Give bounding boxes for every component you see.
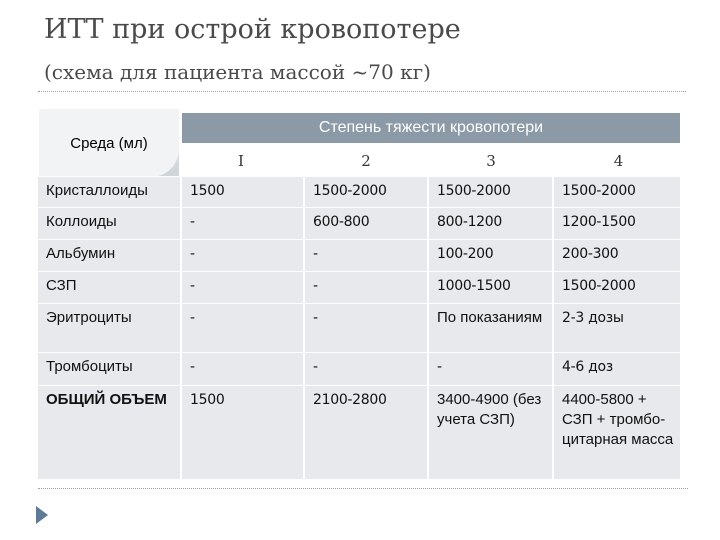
degree-3: 3 xyxy=(486,151,496,170)
table-cell: - xyxy=(429,353,554,385)
table-row xyxy=(38,176,680,207)
table-cell: 3400-4900 (без учета СЗП) xyxy=(429,386,554,479)
table-cell: - xyxy=(305,240,429,271)
table-cell: 1500 xyxy=(182,386,305,479)
table-row-total xyxy=(38,385,680,479)
table-cell: - xyxy=(182,353,305,385)
row-label: СЗП xyxy=(38,272,182,303)
row-label: ОБЩИЙ ОБЪЕМ xyxy=(38,386,182,479)
table-row xyxy=(38,352,680,385)
table-cell: 1500-2000 xyxy=(554,177,680,207)
table-cell: - xyxy=(182,304,305,352)
table-cell: По показаниям xyxy=(429,304,554,352)
severity-header-label: Степень тяжести кровопотери xyxy=(318,119,544,136)
row-label: Эритроциты xyxy=(38,304,182,352)
slide-subtitle: (схема для пациента массой ~70 кг) xyxy=(44,60,431,84)
table-cell: 1200-1500 xyxy=(554,208,680,239)
severity-header xyxy=(182,113,680,143)
table-cell: - xyxy=(305,353,429,385)
table-cell: 200-300 xyxy=(554,240,680,271)
table-cell: 2100-2800 xyxy=(305,386,429,479)
table-cell: 600-800 xyxy=(305,208,429,239)
table-cell: 100-200 xyxy=(429,240,554,271)
table-cell: 4-6 доз xyxy=(554,353,680,385)
table-cell: 4400-5800 + СЗП + тромбо-цитарная масса xyxy=(554,386,680,479)
medium-header-cell xyxy=(38,108,180,178)
table-cell: - xyxy=(182,208,305,239)
triangle-bullet-icon xyxy=(36,506,48,524)
table-cell: 1000-1500 xyxy=(429,272,554,303)
table-cell: - xyxy=(305,304,429,352)
degree-2: 2 xyxy=(361,151,371,170)
table-cell: 1500-2000 xyxy=(305,177,429,207)
degree-4: 4 xyxy=(613,151,624,170)
table-row xyxy=(38,271,680,303)
row-label: Альбумин xyxy=(38,240,182,271)
table-cell: 1500 xyxy=(182,177,305,207)
table-cell: 800-1200 xyxy=(429,208,554,239)
transfusion-table xyxy=(38,176,680,479)
table-cell: 2-3 дозы xyxy=(554,304,680,352)
table-cell: - xyxy=(305,272,429,303)
degree-header-row xyxy=(182,145,680,177)
table-cell: - xyxy=(182,272,305,303)
table-cell: 1500-2000 xyxy=(429,177,554,207)
row-label: Коллоиды xyxy=(38,208,182,239)
footer-divider xyxy=(38,488,688,489)
table-cell: 1500-2000 xyxy=(554,272,680,303)
table-row xyxy=(38,207,680,239)
row-label: Тромбоциты xyxy=(38,353,182,385)
slide-title: ИТТ при острой кровопотере xyxy=(44,14,461,45)
degree-1: I xyxy=(238,151,244,170)
table-row xyxy=(38,303,680,352)
medium-header-label: Среда (мл) xyxy=(70,134,148,152)
row-label: Кристаллоиды xyxy=(38,177,182,207)
table-cell: - xyxy=(182,240,305,271)
title-divider xyxy=(38,91,686,92)
table-row xyxy=(38,239,680,271)
